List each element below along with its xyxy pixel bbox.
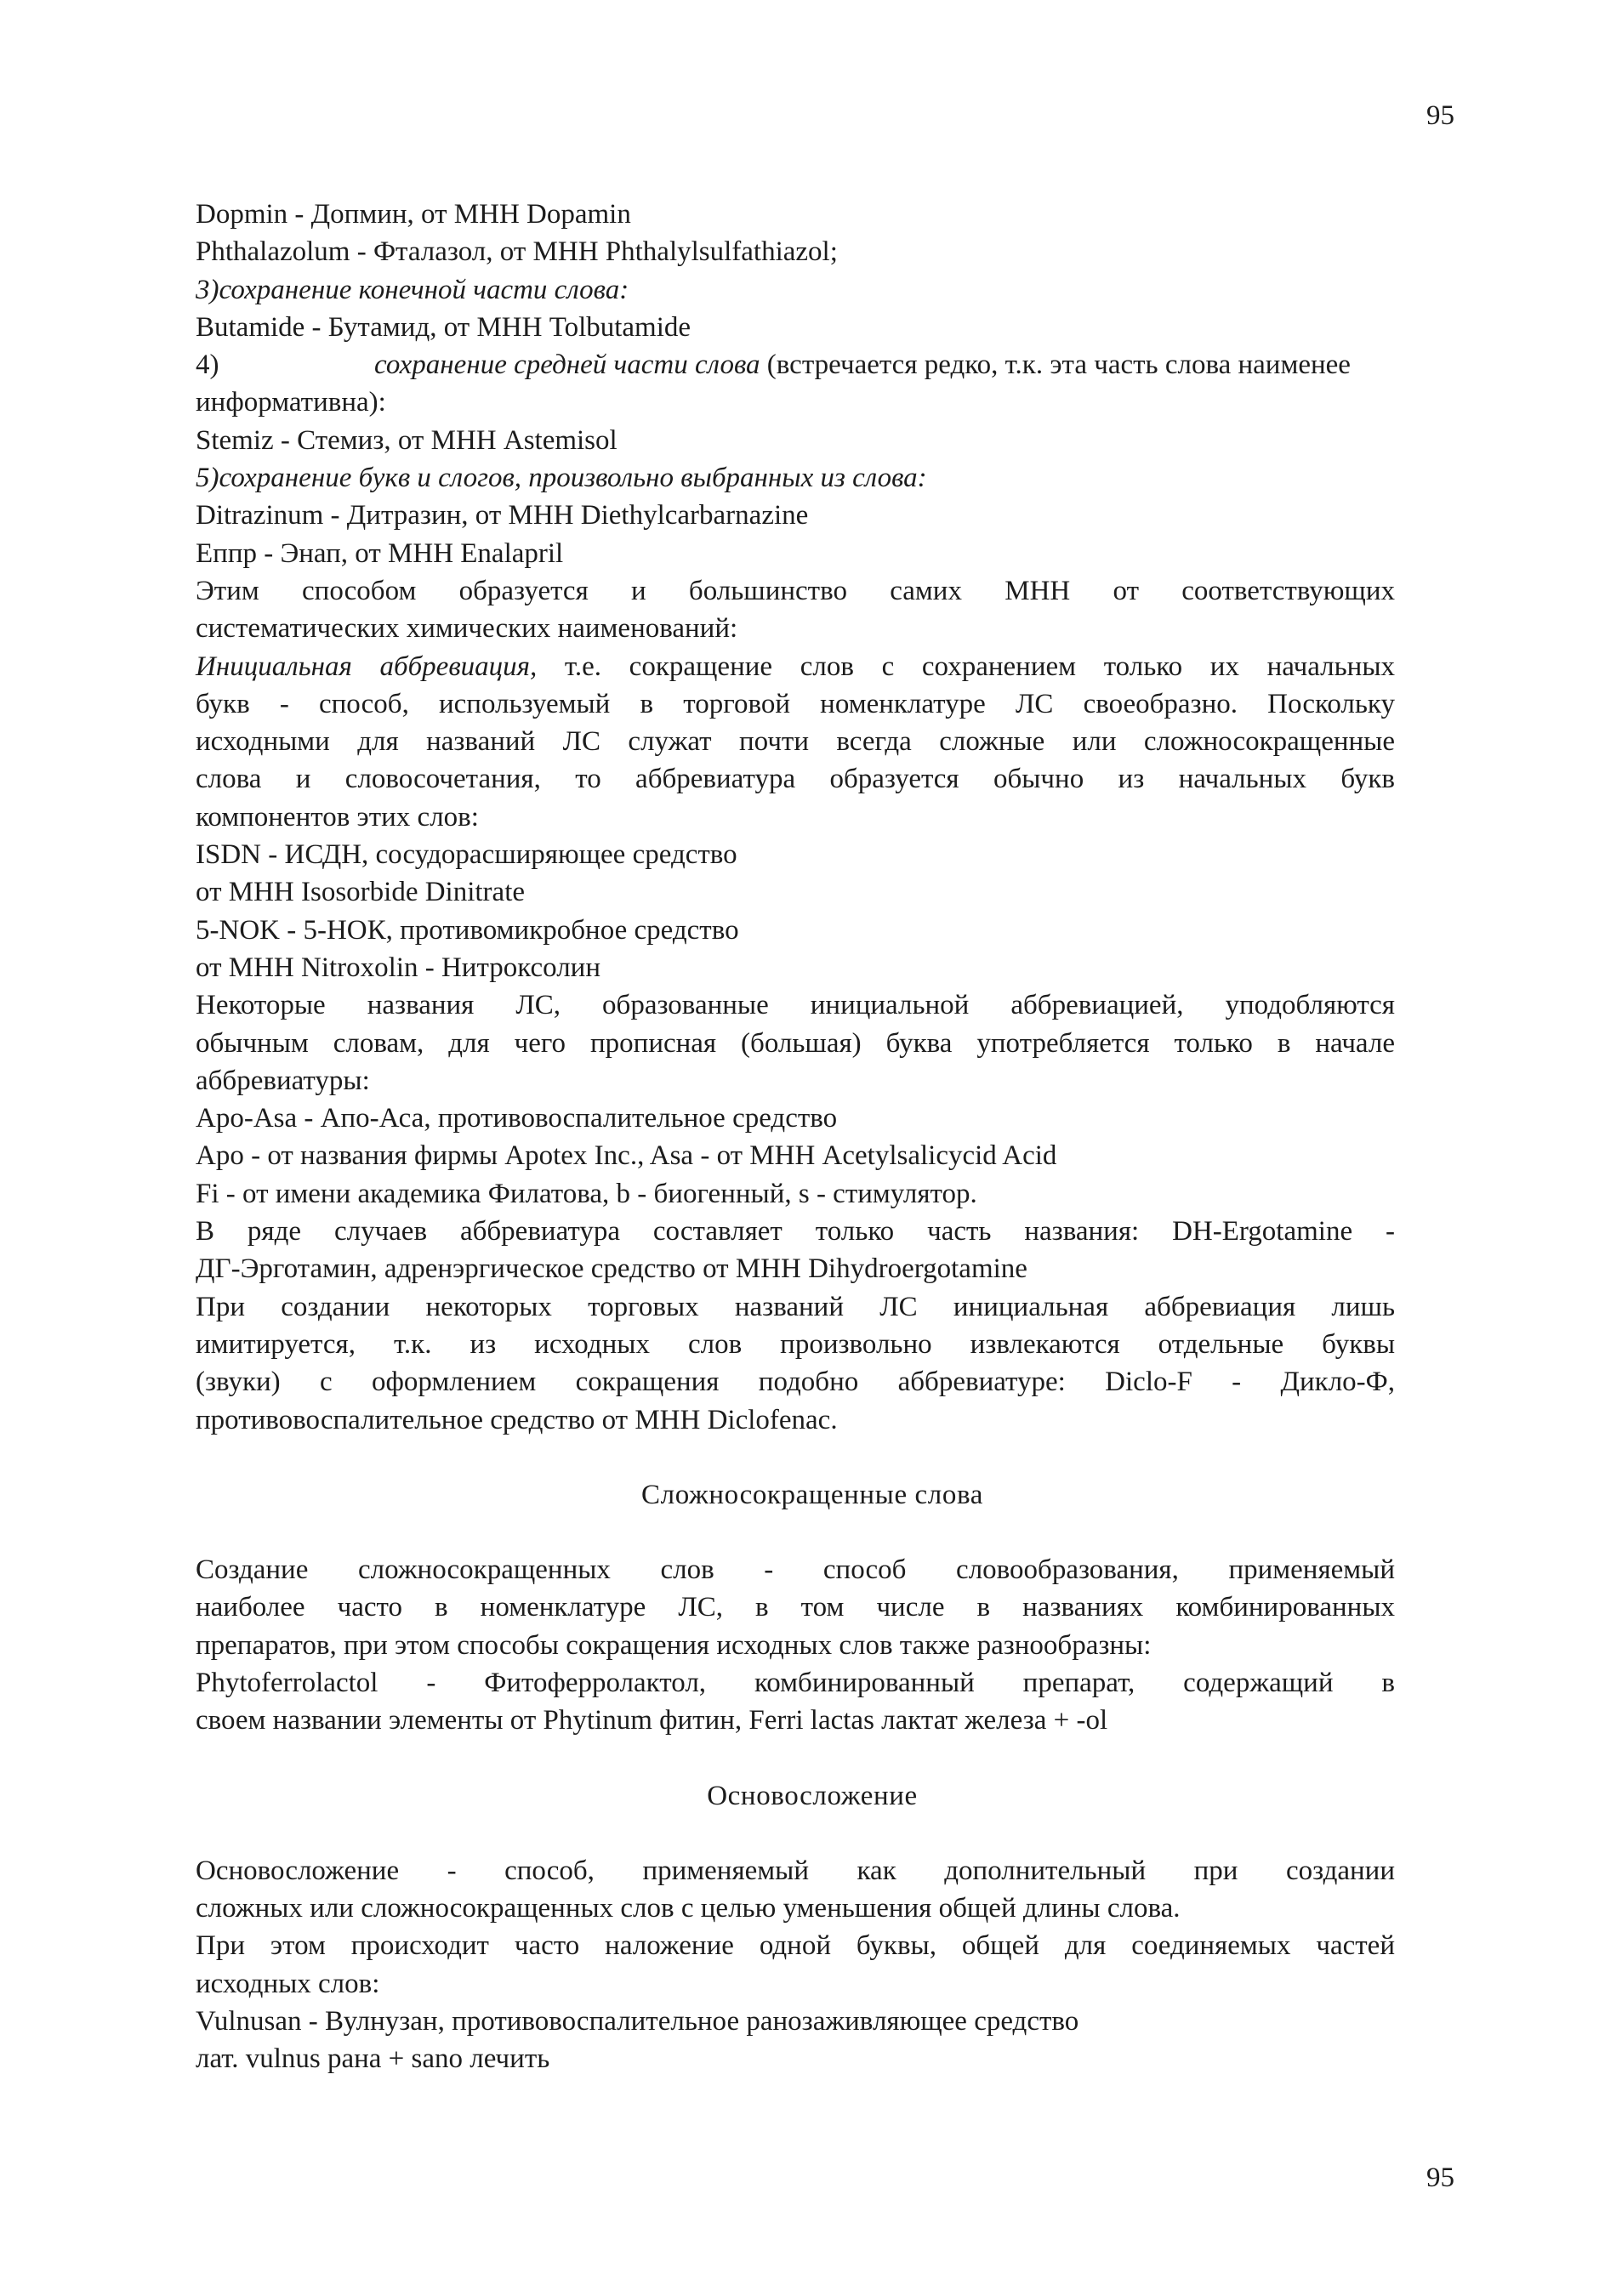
section-heading: Основосложение xyxy=(707,1780,918,1811)
text-line: от МНН Isosorbide Dinitrate xyxy=(196,877,526,908)
text-line: Ditrazinum - Дитразин, от МНН Diethylcarbarnazine xyxy=(196,500,809,531)
text-fragment: т.е. сокращение слов с сохранением только их начальных xyxy=(537,651,1395,682)
text-line: Phytoferrolactol - Фитоферролактол, комбинированный препарат, содержащий в xyxy=(196,1667,1395,1698)
text-line: информативна): xyxy=(196,387,386,418)
text-line: Основосложение - способ, применяемый как дополнительный при создании xyxy=(196,1855,1395,1886)
text-line: При этом происходит часто наложение одной буквы, общей для соединяемых частей xyxy=(196,1930,1395,1962)
text-line: ДГ-Эрготамин, адренэргическое средство от МНН Dihydroergotamine xyxy=(196,1253,1027,1285)
text-line: компонентов этих слов: xyxy=(196,801,479,833)
text-line: Некоторые названия ЛС, образованные инициальной аббревиацией, уподобляются xyxy=(196,990,1395,1021)
text-line: от МНН Nitroxolin - Нитроксолин xyxy=(196,952,601,983)
text-line: своем названии элементы от Phytinum фитин, Ferri lactas лактат железа + -ol xyxy=(196,1705,1108,1736)
text-line: наиболее часто в номенклатуре ЛС, в том числе в названиях комбинированных xyxy=(196,1592,1395,1623)
text-line: Этим способом образуется и большинство самих МНН от соответствующих xyxy=(196,575,1395,606)
text-line: Phthalazolum - Фталазол, от МНН Phthalylsulfathiazol; xyxy=(196,236,838,268)
text-line xyxy=(196,346,1395,384)
page-number-top: 95 xyxy=(1426,100,1454,131)
text-line: Apo-Asa - Апо-Аса, противовоспалительное средство xyxy=(196,1103,838,1134)
emphasis-text: Инициальная аббревиация, xyxy=(196,651,538,682)
text-line: 5-NOK - 5-НОК, противомикробное средство xyxy=(196,914,739,946)
text-line: ISDN - ИСДН, сосудорасширяющее средство xyxy=(196,839,737,871)
text-line: Apo - от названия фирмы Apotex Inc., Asa - от МНН Acetylsalicycid Acid xyxy=(196,1140,1057,1172)
text-line: противовоспалительное средство от МНН Diclofenac. xyxy=(196,1404,838,1435)
text-line xyxy=(196,648,1395,685)
text-line: Еппр - Энап, от МНН Enalapril xyxy=(196,537,564,569)
text-line: Создание сложносокращенных слов - способ словообразования, применяемый xyxy=(196,1554,1395,1586)
text-line: Butamide - Бутамид, от МНН Tolbutamide xyxy=(196,311,691,343)
text-line: 3)сохранение конечной части слова: xyxy=(196,274,629,305)
text-line: букв - способ, используемый в торговой номенклатуре ЛС своеобразно. Поскольку xyxy=(196,688,1395,719)
text-line: слова и словосочетания, то аббревиатура образуется обычно из начальных букв xyxy=(196,764,1395,795)
text-line: Fi - от имени академика Филатова, b - биогенный, s - стимулятор. xyxy=(196,1178,977,1209)
text-fragment: (встречается редко, т.к. эта часть слова наименее xyxy=(760,350,1351,381)
section-heading: Сложносокращенные слова xyxy=(641,1479,983,1510)
page-number-bottom: 95 xyxy=(1426,2162,1454,2193)
text-line: При создании некоторых торговых названий ЛС инициальная аббревиация лишь xyxy=(196,1291,1395,1322)
text-line: имитируется, т.к. из исходных слов произвольно извлекаются отдельные буквы xyxy=(196,1328,1395,1360)
page-body xyxy=(196,196,1395,2078)
text-line: (звуки) с оформлением сокращения подобно аббревиатуре: Diclo-F - Дикло-Ф, xyxy=(196,1367,1395,1398)
text-line: аббревиатуры: xyxy=(196,1065,370,1096)
text-line: систематических химических наименований: xyxy=(196,613,738,645)
text-line: Dopmin - Допмин, от МНН Dopamin xyxy=(196,199,631,230)
text-line: сложных или сложносокращенных слов с целью уменьшения общей длины слова. xyxy=(196,1893,1181,1924)
emphasis-text: сохранение средней части слова xyxy=(374,350,760,381)
text-line: препаратов, при этом способы сокращения исходных слов также разнообразны: xyxy=(196,1629,1152,1661)
text-line: исходными для названий ЛС служат почти всегда сложные или сложносокращенные xyxy=(196,726,1395,758)
text-line: Vulnusan - Вулнузан, противовоспалительное ранозаживляющее средство xyxy=(196,2006,1079,2037)
text-line: обычным словам, для чего прописная (большая) буква употребляется только в начале xyxy=(196,1027,1395,1059)
list-number: 4) xyxy=(196,350,219,381)
text-line: В ряде случаев аббревиатура составляет только часть названия: DH-Ergotamine - xyxy=(196,1216,1395,1247)
text-line: лат. vulnus рана + sano лечить xyxy=(196,2043,550,2075)
text-line: 5)сохранение букв и слогов, произвольно выбранных из слова: xyxy=(196,463,927,494)
text-line: исходных слов: xyxy=(196,1968,380,1999)
text-line: Stemiz - Стемиз, от МНН Astemisol xyxy=(196,424,617,456)
